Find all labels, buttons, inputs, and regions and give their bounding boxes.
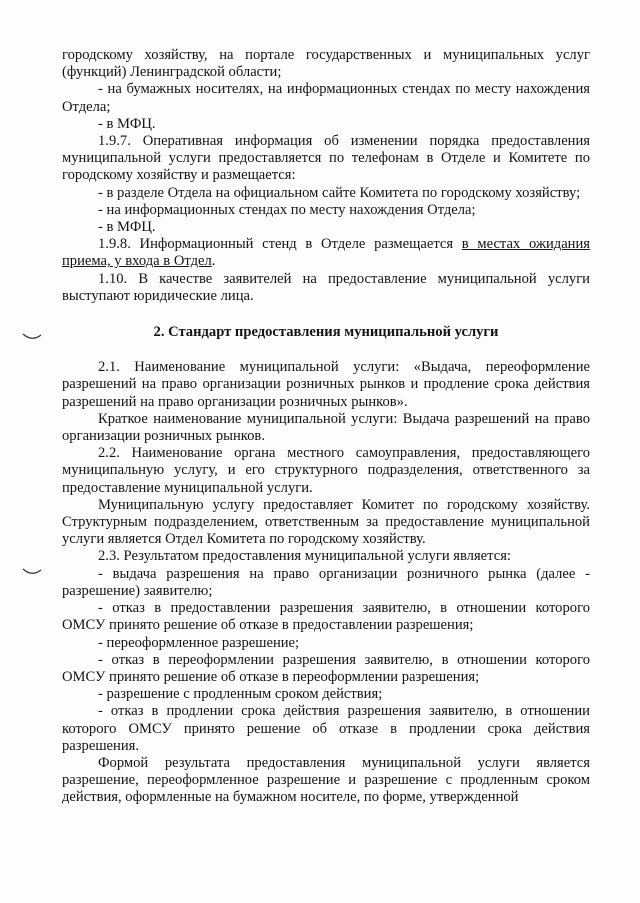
- list-item: - в МФЦ.: [98, 115, 156, 132]
- list-item: - на информационных стендах по месту нахождения Отдела;: [98, 201, 476, 218]
- paragraph-1-9-8: [62, 236, 590, 270]
- document-body: [62, 47, 590, 807]
- margin-pencil-mark: [22, 333, 42, 341]
- list-item: - в разделе Отдела на официальном сайте Комитета по городскому хозяйству;: [98, 184, 581, 201]
- paragraph-2-2: 2.2. Наименование органа местного самоуправления, предоставляющего муниципальную услугу, и его структурного подразделения, ответственного за предоставление муниципальной услуги.: [62, 445, 590, 496]
- list-item: - разрешение с продленным сроком действия;: [98, 686, 383, 703]
- margin-pencil-mark: [22, 568, 42, 576]
- paragraph-2-1: 2.1. Наименование муниципальной услуги: «Выдача, переоформление разрешений на право организации розничных рынков и продление срока действия разрешений на право организации розничных рынков».: [62, 359, 590, 410]
- list-item: - выдача разрешения на право организации розничного рынка (далее - разрешение) заявителю;: [62, 565, 590, 599]
- paragraph-text: .: [211, 253, 216, 270]
- list-item: - на бумажных носителях, на информационных стендах по месту нахождения Отдела;: [62, 81, 590, 115]
- underlined-text: в местах ожидания приема, у входа в Отдел: [62, 236, 591, 270]
- paragraph: Формой результата предоставления муниципальной услуги является разрешение, переоформленное разрешение и разрешение с продленным сроком действия, оформленные на бумажном носителе, по форме, утвержденной: [62, 754, 590, 806]
- paragraph-1-10: 1.10. В качестве заявителей на предоставление муниципальной услуги выступают юридические лица.: [62, 270, 590, 304]
- list-item: - отказ в продлении срока действия разрешения заявителю, в отношении которого ОМСУ принято решение об отказе в продлении срока действия разрешения.: [62, 703, 590, 754]
- list-item: - переоформленное разрешение;: [98, 634, 300, 651]
- paragraph: Краткое наименование муниципальной услуги: Выдача разрешений на право организации розничных рынков.: [62, 410, 590, 445]
- paragraph: Муниципальную услугу предоставляет Комитет по городскому хозяйству. Структурным подразделением, ответственным за предоставление муниципальной услуги является Отдел Комитета по городскому хозяйству.: [62, 496, 590, 548]
- section-heading: 2. Стандарт предоставления муниципальной услуги: [153, 324, 499, 341]
- paragraph-1-9-7: 1.9.7. Оперативная информация об изменении порядка предоставления муниципальной услуги предоставляется по телефонам в Отделе и Комитете по городскому хозяйству и размещается:: [62, 133, 590, 184]
- list-item: - отказ в переоформлении разрешения заявителю, в отношении которого ОМСУ принято решение об отказе в переоформлении разрешения;: [62, 651, 590, 685]
- paragraph-2-3: 2.3. Результатом предоставления муниципальной услуги является:: [98, 548, 511, 565]
- paragraph: городскому хозяйству, на портале государственных и муниципальных услуг (функций) Ленинградской области;: [62, 47, 590, 81]
- list-item: - отказ в предоставлении разрешения заявителю, в отношении которого ОМСУ принято решение об отказе в предоставлении разрешения;: [62, 600, 590, 634]
- list-item: - в МФЦ.: [98, 219, 156, 236]
- paragraph-text: 1.9.8. Информационный стенд в Отделе размещается: [98, 236, 462, 253]
